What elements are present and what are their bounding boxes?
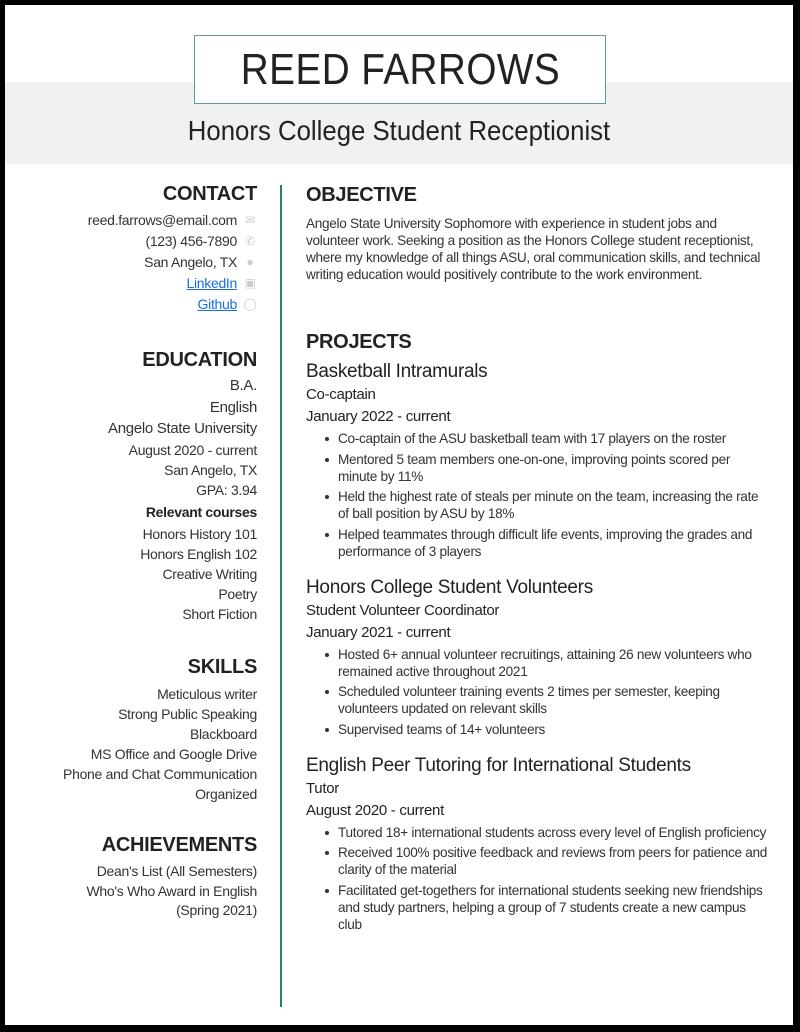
map-pin-icon: ● xyxy=(246,255,254,269)
project-title: English Peer Tutoring for International Students xyxy=(306,754,691,776)
project-title: Honors College Student Volunteers xyxy=(306,576,593,598)
envelope-icon: ✉ xyxy=(245,213,255,227)
project-title: Basketball Intramurals xyxy=(306,361,488,382)
phone: (123) 456-7890 xyxy=(145,233,237,249)
contact-heading: CONTACT xyxy=(162,183,257,205)
job-title: Honors College Student Receptionist xyxy=(187,115,611,146)
skill: Blackboard xyxy=(189,726,257,742)
achievements-heading: ACHIEVEMENTS xyxy=(101,834,257,856)
bullet: Facilitated get-togethers for international students seeking new friendships and study partners, helping a group of 7 students create a new campus club xyxy=(338,882,768,933)
major: English xyxy=(209,398,257,416)
email: reed.farrows@email.com xyxy=(87,212,237,228)
projects-section xyxy=(306,331,768,936)
linkedin-icon: ▣ xyxy=(244,276,256,290)
bullet: Held the highest rate of steals per minute on the team, increasing the rate of ball position by ASU by 18% xyxy=(338,488,768,522)
objective-heading: OBJECTIVE xyxy=(306,184,417,206)
column-divider xyxy=(280,185,282,1007)
project-dates: January 2021 - current xyxy=(306,623,451,641)
skill: Meticulous writer xyxy=(157,686,257,702)
github-icon: ◯ xyxy=(243,297,257,311)
project-role: Tutor xyxy=(306,779,339,797)
education-heading: EDUCATION xyxy=(142,349,257,371)
achievements-section xyxy=(25,834,257,920)
skill: Phone and Chat Communication xyxy=(63,766,257,782)
education-section xyxy=(25,349,257,624)
courses-label: Relevant courses xyxy=(145,503,257,520)
github-link[interactable]: Github xyxy=(197,296,237,312)
project-role: Co-captain xyxy=(306,386,376,403)
course: Poetry xyxy=(218,585,257,602)
phone-icon: ✆ xyxy=(245,234,255,248)
project-item xyxy=(306,576,768,738)
linkedin-link[interactable]: LinkedIn xyxy=(186,275,237,291)
resume-page xyxy=(5,5,793,1025)
bullet: Hosted 6+ annual volunteer recruitings, attaining 26 new volunteers who remained active throughout 2021 xyxy=(338,646,768,680)
objective-section xyxy=(306,184,768,283)
bullet: Supervised teams of 14+ volunteers xyxy=(338,721,768,738)
projects-heading: PROJECTS xyxy=(306,331,412,353)
contact-section xyxy=(25,183,257,315)
achievement: Who's Who Award in English (Spring 2021) xyxy=(86,883,257,918)
location: San Angelo, TX xyxy=(144,254,237,270)
achievement: Dean's List (All Semesters) xyxy=(96,863,257,879)
objective-text: Angelo State University Sophomore with experience in student jobs and volunteer work. Seeking a position as the Honors College student receptionist, where my knowledge of all things ASU, oral communication skills, and technical writing education would positively contribute to the work environment. xyxy=(306,216,761,282)
course: Honors History 101 xyxy=(142,525,257,542)
course: Creative Writing xyxy=(162,565,257,582)
course: Honors English 102 xyxy=(140,545,257,562)
gpa: GPA: 3.94 xyxy=(196,481,257,498)
edu-location: San Angelo, TX xyxy=(164,461,257,478)
skills-heading: SKILLS xyxy=(187,656,257,678)
bullet: Helped teammates through difficult life events, improving the grades and performance of 3 players xyxy=(338,526,768,560)
name-box xyxy=(194,35,606,104)
project-dates: August 2020 - current xyxy=(306,801,444,819)
school: Angelo State University xyxy=(107,420,257,437)
skills-section xyxy=(25,656,257,804)
skill: Strong Public Speaking xyxy=(118,706,257,722)
skill: MS Office and Google Drive xyxy=(90,746,257,762)
project-dates: January 2022 - current xyxy=(306,408,451,425)
degree: B.A. xyxy=(229,377,257,394)
bullet: Mentored 5 team members one-on-one, improving points scored per minute by 11% xyxy=(338,451,768,485)
project-role: Student Volunteer Coordinator xyxy=(306,601,500,619)
bullet: Co-captain of the ASU basketball team with 17 players on the roster xyxy=(338,430,768,447)
bullet: Scheduled volunteer training events 2 times per semester, keeping volunteers updated on relevant skills xyxy=(338,683,768,717)
candidate-name: REED FARROWS xyxy=(240,44,560,94)
bullet: Received 100% positive feedback and reviews from peers for patience and clarity of the material xyxy=(338,845,768,877)
bullet: Tutored 18+ international students across every level of English proficiency xyxy=(338,824,767,840)
course: Short Fiction xyxy=(182,605,257,622)
project-item xyxy=(306,360,768,560)
edu-dates: August 2020 - current xyxy=(128,441,257,458)
skill: Organized xyxy=(195,786,257,802)
project-item xyxy=(306,754,768,933)
